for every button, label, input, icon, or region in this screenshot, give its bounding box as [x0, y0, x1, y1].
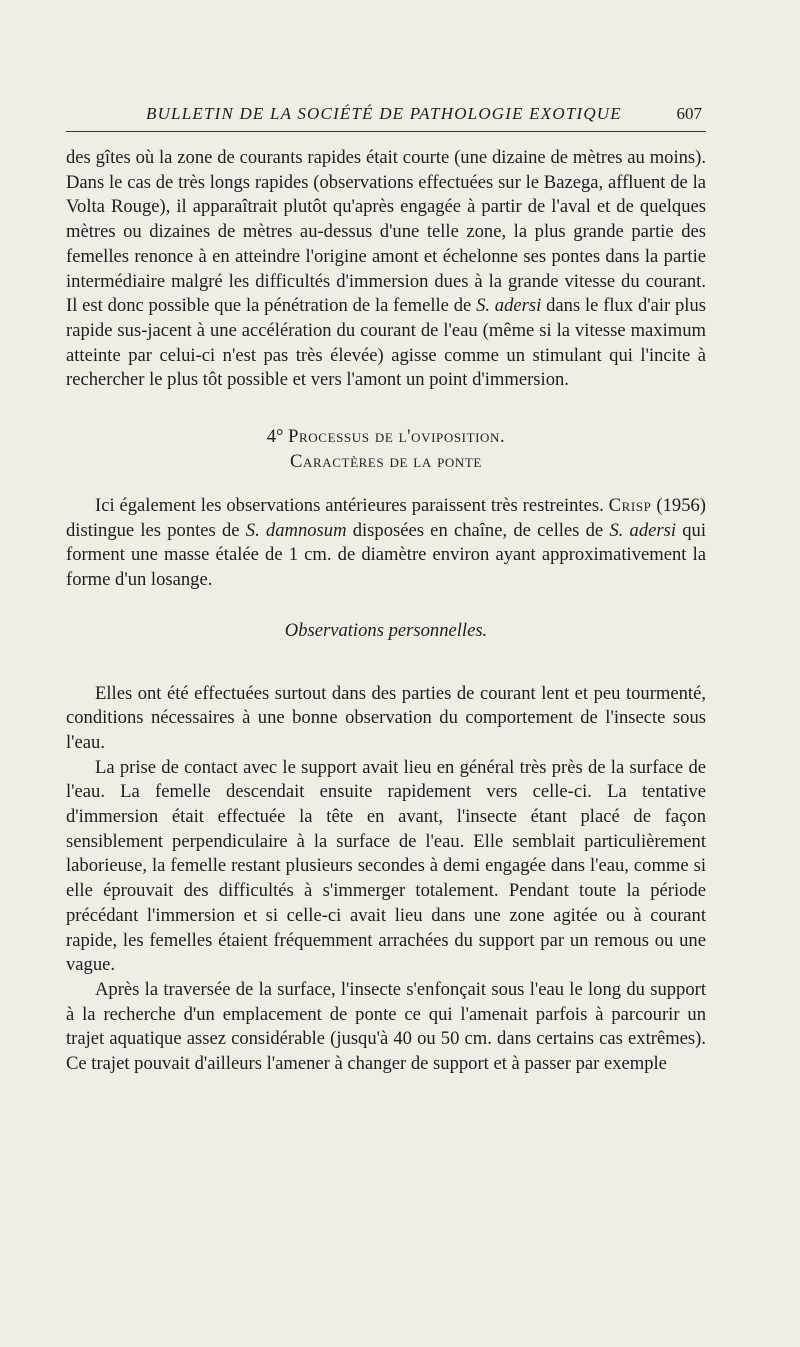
section-heading	[66, 424, 706, 474]
section-heading-line-2: Caractères de la ponte	[290, 451, 482, 473]
subheading: Observations personnelles.	[284, 619, 488, 641]
paragraph-2	[66, 494, 706, 593]
paragraph-5: Après la traversée de la surface, l'insecte s'enfonçait sous l'eau le long du support à la recherche d'un emplacement de ponte ce qui l'amenait parfois à parcourir un trajet aquatique assez considérable (jusqu'à 40 ou 50 cm. dans certains cas extrêmes). Ce trajet pouvait d'ailleurs l'amener à changer de support et à passer par exemple	[66, 978, 706, 1075]
paragraph-4: La prise de contact avec le support avait lieu en général très près de la surface de l'eau. La femelle descendait ensuite rapidement vers celle-ci. La tentative d'immersion était effectuée la tête en avant, l'insecte étant placé de façon sensiblement perpendiculaire à la surface de l'eau. Elle semblait particulièrement laborieuse, la femelle restant plusieurs secondes à demi engagée dans l'eau, comme si elle éprouvait des difficultés à s'immerger totalement. Pendant toute la période précédant l'immersion et si celle-ci avait lieu dans une zone agitée ou à courant rapide, les femelles étaient fréquemment arrachées du support par un remous ou une vague.	[66, 756, 706, 976]
page-number: 607	[676, 104, 702, 123]
section-heading-line-1	[66, 424, 706, 449]
species-name: S. damnosum	[245, 519, 347, 541]
paragraph-2-text: Ici également les observations antérieures paraissent très restreintes.	[95, 495, 609, 517]
paragraph-1-text: des gîtes où la zone de courants rapides était courte (une dizaine de mètres au moins). Dans le cas de très longs rapides (observations effectuées sur le Bazega, affluent de la Volta Rouge), il apparaîtrait plutôt qu'après engagée à partir de l'aval et de quelques mètres ou dizaines de mètres au-dessus d'une telle zone, la plus grande partie des femelles renonce à en atteindre l'origine amont et échelonne ses pontes dans la partie intermédiaire malgré les difficultés d'immersion dues à la grande vitesse du courant. Il est donc possible que la pénétration de la femelle de	[66, 147, 706, 317]
paragraph-2-text-b: (1956) distingue les pontes de	[66, 495, 706, 541]
paragraph-3: Elles ont été effectuées surtout dans des parties de courant lent et peu tourmenté, conditions nécessaires à une bonne observation du comportement de l'insecte sous l'eau.	[66, 682, 706, 753]
paragraph-1-end: dans le flux d'air plus rapide sus-jacent à une accélération du courant de l'eau (même si la vitesse maximum atteinte par celui-ci n'est pas très élevée) agisse comme un stimulant qui l'incite à rechercher le plus tôt possible et vers l'amont un point d'immersion.	[66, 295, 706, 391]
article-body	[66, 146, 706, 1077]
species-name: S. adersi	[609, 519, 677, 541]
author-name: Crisp	[608, 495, 652, 517]
paragraph-1	[66, 146, 706, 393]
page-header	[66, 101, 706, 132]
section-number: 4°	[266, 426, 284, 448]
paragraph-2-text-c: disposées en chaîne, de celles de	[346, 519, 610, 541]
paragraph-2-text-d: qui forment une masse étalée de 1 cm. de diamètre environ ayant approximativement la forme d'un losange.	[66, 519, 706, 591]
species-name: S. adersi	[476, 295, 542, 317]
section-title: Processus de l'oviposition.	[288, 426, 506, 448]
running-title: BULLETIN DE LA SOCIÉTÉ DE PATHOLOGIE EXOTIQUE	[146, 104, 622, 123]
